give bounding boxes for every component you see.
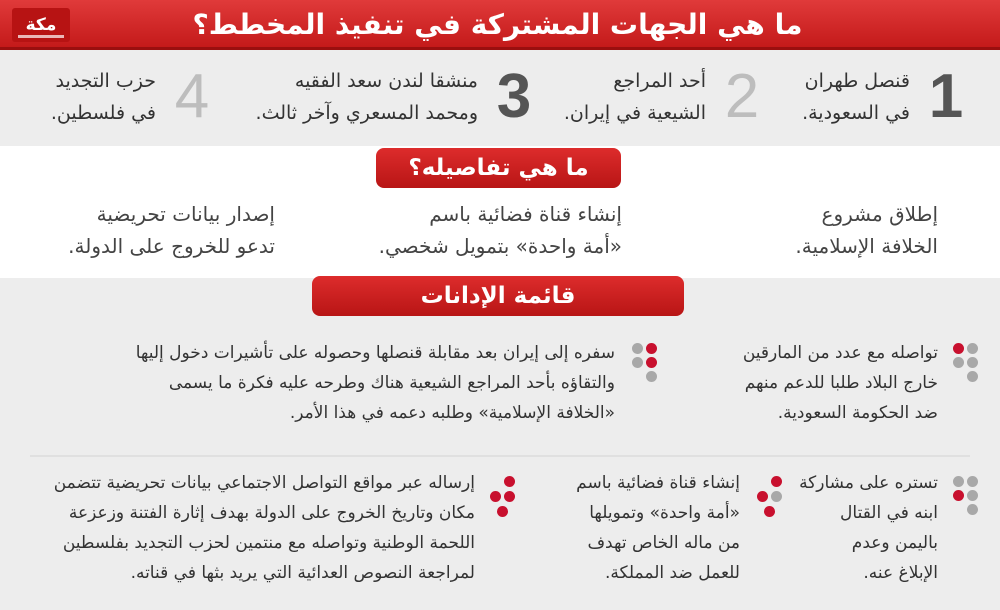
dot-icon	[504, 476, 515, 487]
party-item-3	[256, 62, 540, 132]
charge-line: «الخلافة الإسلامية» وطلبه دعمه في هذا الأمر.	[289, 403, 615, 423]
detail-line: الخلافة الإسلامية.	[795, 234, 938, 258]
divider	[30, 455, 970, 457]
dot-icon	[967, 490, 978, 501]
party-text	[51, 65, 166, 129]
party-item-4	[51, 62, 218, 132]
bullet-dots-icon	[948, 476, 978, 516]
dot-icon	[646, 343, 657, 354]
bullet-dots-icon	[627, 343, 657, 383]
party-line: الشيعية في إيران.	[563, 102, 706, 124]
dot-icon	[764, 506, 775, 517]
party-line: قنصل طهران	[804, 70, 910, 92]
party-text	[802, 65, 920, 129]
detail-line: إنشاء قناة فضائية باسم	[429, 202, 622, 226]
charge-line: من ماله الخاص تهدف	[587, 533, 740, 553]
dot-icon	[953, 490, 964, 501]
bullet-dots-icon	[948, 343, 978, 383]
dot-icon	[953, 357, 964, 368]
dot-icon	[953, 343, 964, 354]
detail-line: تدعو للخروج على الدولة.	[68, 234, 275, 258]
charge-line: مكان وتاريخ الخروج على الدولة بهدف إثارة الفتنة وزعزعة	[68, 503, 475, 523]
dot-icon	[771, 476, 782, 487]
dot-icon	[632, 343, 643, 354]
dot-icon	[757, 491, 768, 502]
dot-icon	[646, 371, 657, 382]
charge-line: «أمة واحدة» وتمويلها	[589, 503, 740, 523]
charge-line: ابنه في القتال	[840, 503, 938, 523]
details-heading: ما هي تفاصيله؟	[376, 148, 621, 188]
dot-icon	[967, 371, 978, 382]
detail-line: «أمة واحدة» بتمويل شخصي.	[378, 234, 622, 258]
charge-line: للعمل ضد المملكة.	[605, 563, 740, 583]
dot-icon	[953, 476, 964, 487]
dot-icon	[646, 357, 657, 368]
dot-icon	[967, 343, 978, 354]
charge-item-5	[54, 468, 475, 588]
party-line: ومحمد المسعري وآخر ثالث.	[255, 102, 478, 124]
charge-line: باليمن وعدم	[851, 533, 938, 553]
charge-line: تستره على مشاركة	[799, 473, 938, 493]
party-number: 3	[496, 62, 532, 131]
main-title: ما هي الجهات المشتركة في تنفيذ المخطط؟	[192, 8, 803, 41]
charge-line: اللحمة الوطنية وتواصله مع منتمين لحزب التجديد بفلسطين	[62, 533, 475, 553]
dot-icon	[967, 476, 978, 487]
charge-line: إرساله عبر مواقع التواصل الاجتماعي بيانات تحريضية تتضمن	[53, 473, 475, 493]
charge-item-1	[743, 338, 938, 428]
dot-icon	[967, 504, 978, 515]
charge-item-3	[799, 468, 938, 588]
bullet-dots-icon	[485, 476, 515, 520]
charges-heading: قائمة الإدانات	[312, 276, 684, 316]
party-line: حزب التجديد	[55, 70, 156, 92]
charge-line: الإبلاغ عنه.	[863, 563, 938, 583]
dot-icon	[967, 357, 978, 368]
detail-line: إصدار بيانات تحريضية	[96, 202, 275, 226]
charge-line: سفره إلى إيران بعد مقابلة قنصلها وحصوله على تأشيرات دخول إليها	[135, 343, 615, 363]
dot-icon	[504, 491, 515, 502]
party-number: 1	[928, 62, 964, 131]
party-number: 2	[724, 62, 760, 131]
party-line: في فلسطين.	[50, 102, 156, 124]
party-line: منشقا لندن سعد الفقيه	[294, 70, 478, 92]
dot-icon	[497, 506, 508, 517]
charge-line: خارج البلاد طلبا للدعم منهم	[744, 373, 938, 393]
detail-item-2	[379, 198, 622, 262]
charge-line: لمراجعة النصوص العدائية التي يريد بثها في قناته.	[130, 563, 475, 583]
party-item-1	[802, 62, 972, 132]
party-text	[256, 65, 488, 129]
charge-line: تواصله مع عدد من المارقين	[742, 343, 938, 363]
dot-icon	[490, 491, 501, 502]
detail-item-1	[795, 198, 938, 262]
party-line: في السعودية.	[802, 102, 910, 124]
party-line: أحد المراجع	[613, 70, 706, 92]
makkah-logo	[12, 8, 70, 42]
charge-line: ضد الحكومة السعودية.	[777, 403, 938, 423]
charge-line: والتقاؤه بأحد المراجع الشيعية هناك وطرحه عليه فكرة ما يسمى	[168, 373, 615, 393]
charge-item-4	[576, 468, 740, 588]
bullet-dots-icon	[752, 476, 782, 520]
charge-item-2	[136, 338, 615, 428]
party-item-2	[564, 62, 768, 132]
dot-icon	[632, 357, 643, 368]
dot-icon	[771, 491, 782, 502]
charge-line: إنشاء قناة فضائية باسم	[576, 473, 740, 493]
svg-text:مكة: مكة	[25, 15, 57, 35]
detail-item-3	[68, 198, 275, 262]
party-text	[564, 65, 716, 129]
detail-line: إطلاق مشروع	[821, 202, 938, 226]
party-number: 4	[174, 62, 210, 131]
